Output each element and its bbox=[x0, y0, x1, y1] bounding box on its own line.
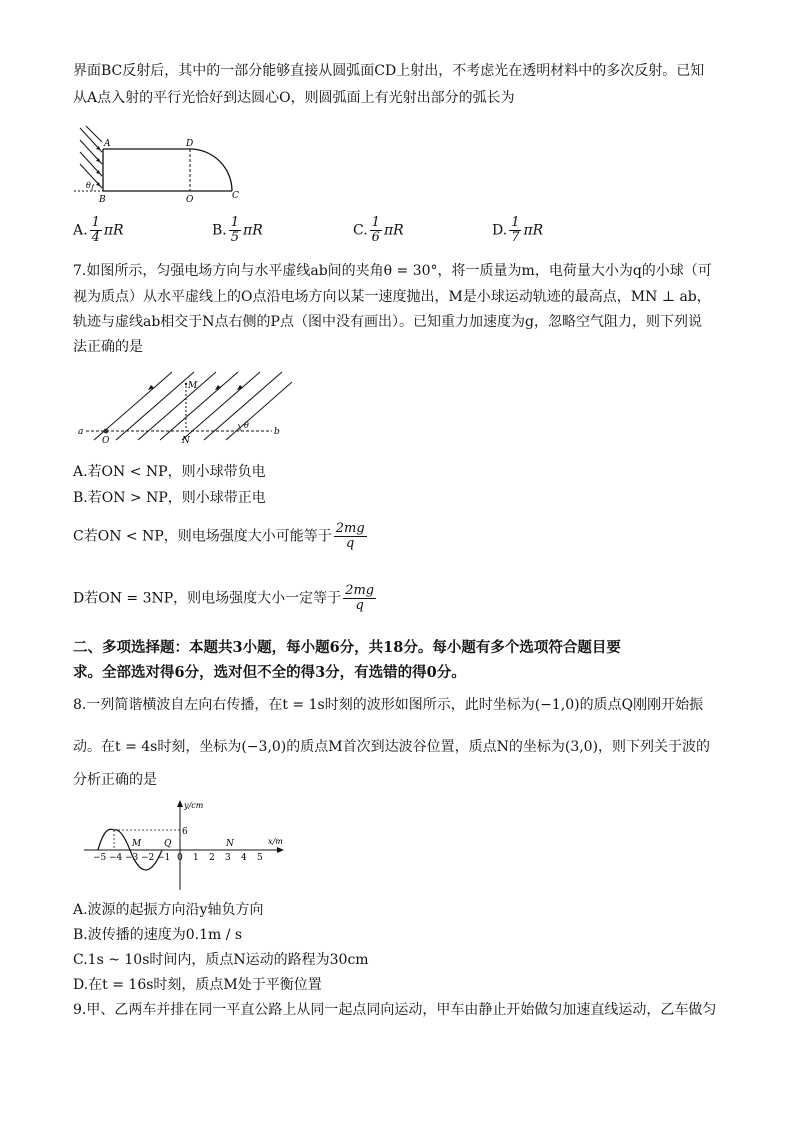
q7-text-line4: 法正确的是 bbox=[73, 339, 143, 355]
q7-option-a: A.若ON < NP，则小球带负电 bbox=[73, 464, 266, 480]
q8-x-label: x/m bbox=[268, 837, 283, 846]
q8-text-line3: 分析正确的是 bbox=[73, 772, 157, 788]
q7-option-c: C若ON < NP，则电场强度大小可能等于 $\frac{2mg}{q}$ bbox=[73, 521, 365, 551]
q7-option-d: D若ON = 3NP，则电场强度大小一定等于 $\frac{2mg}{q}$ bbox=[73, 583, 375, 613]
q8-tick-label: 5 bbox=[257, 853, 263, 863]
q6-option-c: C. $\frac{1}{6}$ πR bbox=[353, 215, 404, 245]
q6-option-a: A. $\frac{1}{4}$ πR bbox=[73, 215, 124, 245]
q7-label-a: a bbox=[78, 427, 84, 437]
q6-option-d: D. $\frac{1}{7}$ πR bbox=[492, 215, 544, 245]
q8-option-b: B.波传播的速度为0.1m / s bbox=[73, 927, 243, 943]
q7-label-m: M bbox=[188, 381, 198, 391]
q8-option-a: A.波源的起振方向沿y轴负方向 bbox=[73, 902, 264, 918]
q7-text-line2: 视为质点）从水平虚线上的O点沿电场方向以某一速度抛出，M是小球运动轨迹的最高点，MN ⊥ ab， bbox=[73, 289, 711, 305]
q8-label-q: Q bbox=[164, 839, 172, 849]
q8-option-d: D.在t = 16s时刻，质点M处于平衡位置 bbox=[73, 977, 322, 993]
q8-tick-label: 1 bbox=[193, 853, 199, 863]
q7-text-line3: 轨迹与虚线ab相交于N点右侧的P点（图中没有画出）。已知重力加速度为g，忽略空气阻力，则下列说 bbox=[73, 314, 702, 330]
q8-tick-label: 3 bbox=[225, 853, 231, 863]
q8-tick-label: −3 bbox=[125, 853, 139, 863]
q8-tick-label: 4 bbox=[241, 853, 247, 863]
q8-label-n: N bbox=[226, 839, 234, 849]
q6-label-b: B bbox=[99, 195, 106, 205]
q7-text-line1: 7.如图所示，匀强电场方向与水平虚线ab间的夹角θ = 30°，将一质量为m，电荷量大小为q的小球（可 bbox=[73, 263, 712, 279]
q8-label-m: M bbox=[132, 839, 142, 849]
section2-heading-line2: 求。全部选对得6分，选对但不全的得3分，有选错的得0分。 bbox=[73, 664, 466, 681]
q6-label-c: C bbox=[232, 191, 239, 201]
q8-tick-label: −1 bbox=[157, 853, 171, 863]
q6-label-d: D bbox=[186, 139, 194, 149]
q6-label-a: A bbox=[104, 139, 111, 149]
q7-label-o: O bbox=[102, 436, 110, 446]
q8-text-line1: 8.一列简谐横波自左向右传播，在t = 1s时刻的波形如图所示，此时坐标为(−1,0)的质点Q刚刚开始振 bbox=[73, 697, 704, 713]
q8-tick-label: −5 bbox=[93, 853, 107, 863]
q8-tick-label: −4 bbox=[109, 853, 123, 863]
q6-text-line1: 界面BC反射后，其中的一部分能够直接从圆弧面CD上射出，不考虑光在透明材料中的多次反射。已知 bbox=[73, 63, 705, 79]
q6-option-b: B. $\frac{1}{5}$ πR bbox=[212, 215, 263, 245]
q8-figure bbox=[80, 798, 290, 893]
q7-option-b: B.若ON > NP，则小球带正电 bbox=[73, 490, 266, 506]
q7-label-b: b bbox=[274, 427, 280, 437]
q6-figure bbox=[70, 118, 250, 208]
q8-text-line2: 动。在t = 4s时刻，坐标为(−3,0)的质点M首次到达波谷位置，质点N的坐标为(3,0)，则下列关于波的 bbox=[73, 739, 711, 755]
q8-y-label: y/cm bbox=[184, 801, 204, 810]
q7-label-theta: θ bbox=[244, 421, 249, 430]
q8-option-c: C.1s ~ 10s时间内，质点N运动的路程为30cm bbox=[73, 952, 369, 968]
q8-tick-label: 2 bbox=[209, 853, 215, 863]
section2-heading-line1: 二、多项选择题：本题共3小题，每小题6分，共18分。每小题有多个选项符合题目要 bbox=[73, 639, 621, 656]
q7-label-n: N bbox=[182, 436, 190, 446]
q9-text-line1: 9.甲、乙两车并排在同一平直公路上从同一起点同向运动，甲车由静止开始做匀加速直线运动，乙车做匀 bbox=[73, 1002, 717, 1018]
q6-label-o: O bbox=[186, 195, 194, 205]
q6-label-theta: θ bbox=[86, 181, 91, 190]
q8-tick-label: 0 bbox=[177, 853, 183, 863]
q8-tick-label: −2 bbox=[141, 853, 155, 863]
q8-amp-label: 6 bbox=[182, 827, 188, 837]
q6-text-line2: 从A点入射的平行光恰好到达圆心O，则圆弧面上有光射出部分的弧长为 bbox=[73, 90, 515, 106]
q7-figure bbox=[72, 368, 292, 448]
